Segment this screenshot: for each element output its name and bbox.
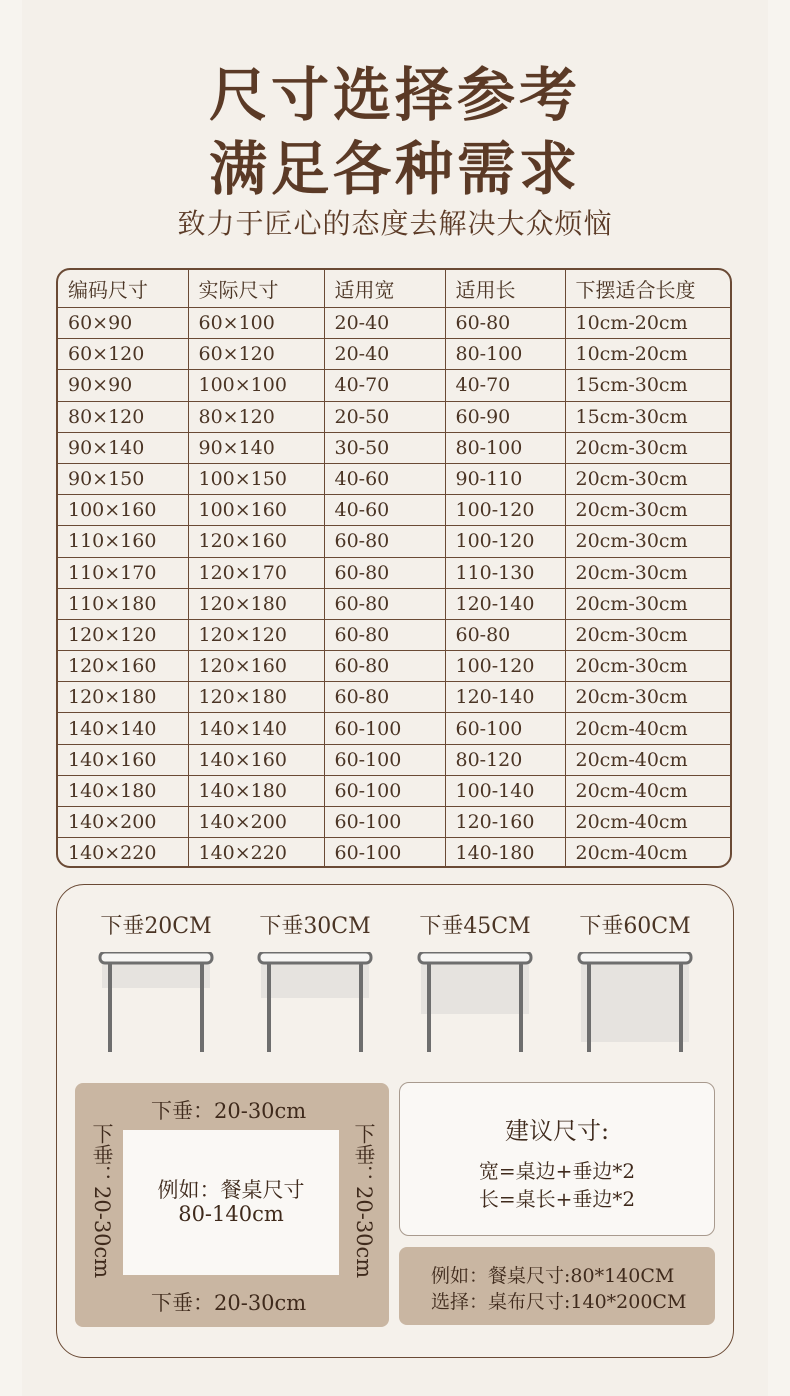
cell-fit-width: 40-60 [324, 495, 445, 526]
cell-code-size: 90×140 [58, 432, 188, 463]
table-row [58, 557, 730, 588]
diagram-example-label: 例如：餐桌尺寸 [157, 1178, 305, 1202]
table-row [58, 463, 730, 494]
drop-guide-panel [56, 884, 734, 1358]
cell-fit-length: 60-100 [445, 713, 565, 744]
cell-fit-width: 60-100 [324, 775, 445, 806]
example-cloth-size: 选择：桌布尺寸:140*200CM [431, 1291, 687, 1313]
cell-code-size: 90×90 [58, 370, 188, 401]
cell-code-size: 140×220 [58, 838, 188, 868]
cell-actual-size: 120×160 [188, 651, 324, 682]
cell-fit-width: 60-80 [324, 588, 445, 619]
cell-drop-length: 20cm-30cm [565, 432, 730, 463]
cell-code-size: 140×200 [58, 807, 188, 838]
table-icon [255, 952, 375, 1056]
drop-60cm [570, 909, 700, 1056]
cell-drop-length: 20cm-30cm [565, 682, 730, 713]
cell-drop-length: 20cm-30cm [565, 651, 730, 682]
cell-fit-length: 80-120 [445, 744, 565, 775]
cell-actual-size: 120×170 [188, 557, 324, 588]
header-code-size: 编码尺寸 [58, 270, 188, 308]
table-row [58, 370, 730, 401]
cell-actual-size: 120×120 [188, 619, 324, 650]
cell-drop-length: 20cm-40cm [565, 713, 730, 744]
table-icon [575, 952, 695, 1056]
cell-drop-length: 20cm-30cm [565, 588, 730, 619]
table-row [58, 619, 730, 650]
drop-diagram [75, 1083, 389, 1327]
cell-fit-width: 60-80 [324, 619, 445, 650]
table-row [58, 838, 730, 868]
page-title-line2: 满足各种需求 [208, 135, 581, 203]
table-row [58, 775, 730, 806]
cell-fit-length: 60-80 [445, 308, 565, 339]
cell-code-size: 60×90 [58, 308, 188, 339]
drop-label: 下垂45CM [419, 914, 531, 939]
diagram-top-label: 下垂：20-30cm [151, 1099, 307, 1123]
table-row [58, 401, 730, 432]
page-title-line1: 尺寸选择参考 [208, 61, 581, 129]
cell-fit-length: 60-80 [445, 619, 565, 650]
header-fit-width: 适用宽 [324, 270, 445, 308]
cell-fit-width: 40-60 [324, 463, 445, 494]
table-icon [96, 952, 216, 1056]
cell-fit-length: 80-100 [445, 432, 565, 463]
header-drop-length: 下摆适合长度 [565, 270, 730, 308]
cell-fit-length: 120-140 [445, 588, 565, 619]
drop-label: 下垂60CM [579, 914, 691, 939]
table-row [58, 807, 730, 838]
cell-drop-length: 15cm-30cm [565, 370, 730, 401]
table-row [58, 308, 730, 339]
cell-fit-length: 80-100 [445, 339, 565, 370]
cell-actual-size: 100×160 [188, 495, 324, 526]
table-row [58, 651, 730, 682]
cell-code-size: 90×150 [58, 463, 188, 494]
header-actual-size: 实际尺寸 [188, 270, 324, 308]
page-subtitle: 致力于匠心的态度去解决大众烦恼 [177, 207, 613, 240]
cell-drop-length: 20cm-40cm [565, 775, 730, 806]
cell-actual-size: 60×100 [188, 308, 324, 339]
suggestion-width-formula: 宽=桌边+垂边*2 [478, 1159, 636, 1183]
cell-drop-length: 20cm-30cm [565, 495, 730, 526]
cell-actual-size: 140×200 [188, 807, 324, 838]
cell-fit-length: 140-180 [445, 838, 565, 868]
cell-drop-length: 10cm-20cm [565, 339, 730, 370]
cell-actual-size: 140×140 [188, 713, 324, 744]
cell-drop-length: 20cm-30cm [565, 619, 730, 650]
cell-fit-length: 100-120 [445, 651, 565, 682]
cell-drop-length: 20cm-40cm [565, 744, 730, 775]
drop-label: 下垂30CM [259, 914, 371, 939]
cell-code-size: 110×170 [58, 557, 188, 588]
cell-fit-width: 60-100 [324, 744, 445, 775]
cell-fit-width: 60-80 [324, 682, 445, 713]
cell-code-size: 110×180 [58, 588, 188, 619]
cell-fit-width: 20-50 [324, 401, 445, 432]
cell-fit-length: 60-90 [445, 401, 565, 432]
cell-actual-size: 140×220 [188, 838, 324, 868]
cell-actual-size: 100×100 [188, 370, 324, 401]
cell-actual-size: 90×140 [188, 432, 324, 463]
cell-fit-width: 60-80 [324, 557, 445, 588]
cell-fit-length: 100-140 [445, 775, 565, 806]
drop-45cm [410, 909, 540, 1056]
cell-fit-width: 60-100 [324, 713, 445, 744]
cell-fit-width: 40-70 [324, 370, 445, 401]
cell-fit-width: 60-80 [324, 651, 445, 682]
cell-fit-length: 100-120 [445, 495, 565, 526]
diagram-example-value: 80-140cm [178, 1202, 284, 1226]
cell-code-size: 140×160 [58, 744, 188, 775]
drop-label: 下垂20CM [100, 914, 212, 939]
cell-fit-length: 90-110 [445, 463, 565, 494]
cell-fit-length: 40-70 [445, 370, 565, 401]
table-row [58, 495, 730, 526]
cell-fit-width: 20-40 [324, 339, 445, 370]
cell-actual-size: 140×160 [188, 744, 324, 775]
drop-20cm [91, 909, 221, 1056]
table-row [58, 682, 730, 713]
table-row [58, 713, 730, 744]
drop-30cm [250, 909, 380, 1056]
cell-fit-width: 20-40 [324, 308, 445, 339]
cell-code-size: 80×120 [58, 401, 188, 432]
cell-code-size: 100×160 [58, 495, 188, 526]
table-row [58, 744, 730, 775]
cell-drop-length: 20cm-40cm [575, 842, 688, 865]
cell-fit-width: 30-50 [324, 432, 445, 463]
cell-code-size: 60×120 [58, 339, 188, 370]
cell-actual-size: 60×120 [188, 339, 324, 370]
size-table [56, 268, 732, 868]
cell-code-size: 120×120 [58, 619, 188, 650]
cell-fit-length: 120-140 [445, 682, 565, 713]
cell-fit-length: 100-120 [445, 526, 565, 557]
cell-code-size: 140×140 [58, 713, 188, 744]
diagram-right-label: 下垂：20-30cm [352, 1123, 376, 1279]
cell-fit-width: 60-100 [324, 838, 445, 868]
example-table-size: 例如：餐桌尺寸:80*140CM [431, 1265, 675, 1287]
cell-fit-width: 60-80 [324, 526, 445, 557]
suggestion-box [399, 1082, 715, 1236]
cell-code-size: 110×160 [58, 526, 188, 557]
cell-drop-length: 20cm-30cm [565, 463, 730, 494]
cell-actual-size: 120×180 [188, 682, 324, 713]
table-header-row [58, 270, 730, 308]
cell-drop-length: 20cm-30cm [565, 557, 730, 588]
cell-code-size: 140×180 [58, 775, 188, 806]
suggestion-heading: 建议尺寸: [504, 1117, 610, 1145]
diagram-bottom-label: 下垂：20-30cm [151, 1291, 307, 1315]
cell-actual-size: 120×180 [188, 588, 324, 619]
cell-drop-length: 20cm-30cm [565, 526, 730, 557]
table-icon [415, 952, 535, 1056]
example-box [399, 1247, 715, 1325]
table-row [58, 526, 730, 557]
cell-fit-length: 120-160 [445, 807, 565, 838]
diagram-left-label: 下垂：20-30cm [90, 1123, 114, 1279]
header-fit-length: 适用长 [445, 270, 565, 308]
table-top-area [123, 1130, 339, 1275]
cell-drop-length: 20cm-40cm [565, 807, 730, 838]
table-row [58, 432, 730, 463]
cell-fit-length: 110-130 [445, 557, 565, 588]
cell-actual-size: 100×150 [188, 463, 324, 494]
cell-code-size: 120×180 [58, 682, 188, 713]
cell-actual-size: 140×180 [188, 775, 324, 806]
cell-actual-size: 120×160 [188, 526, 324, 557]
cell-drop-length: 15cm-30cm [565, 401, 730, 432]
table-row [58, 339, 730, 370]
cell-drop-length: 10cm-20cm [565, 308, 730, 339]
table-row [58, 588, 730, 619]
suggestion-length-formula: 长=桌长+垂边*2 [478, 1187, 636, 1211]
cell-fit-width: 60-100 [324, 807, 445, 838]
cell-code-size: 120×160 [58, 651, 188, 682]
cell-actual-size: 80×120 [188, 401, 324, 432]
